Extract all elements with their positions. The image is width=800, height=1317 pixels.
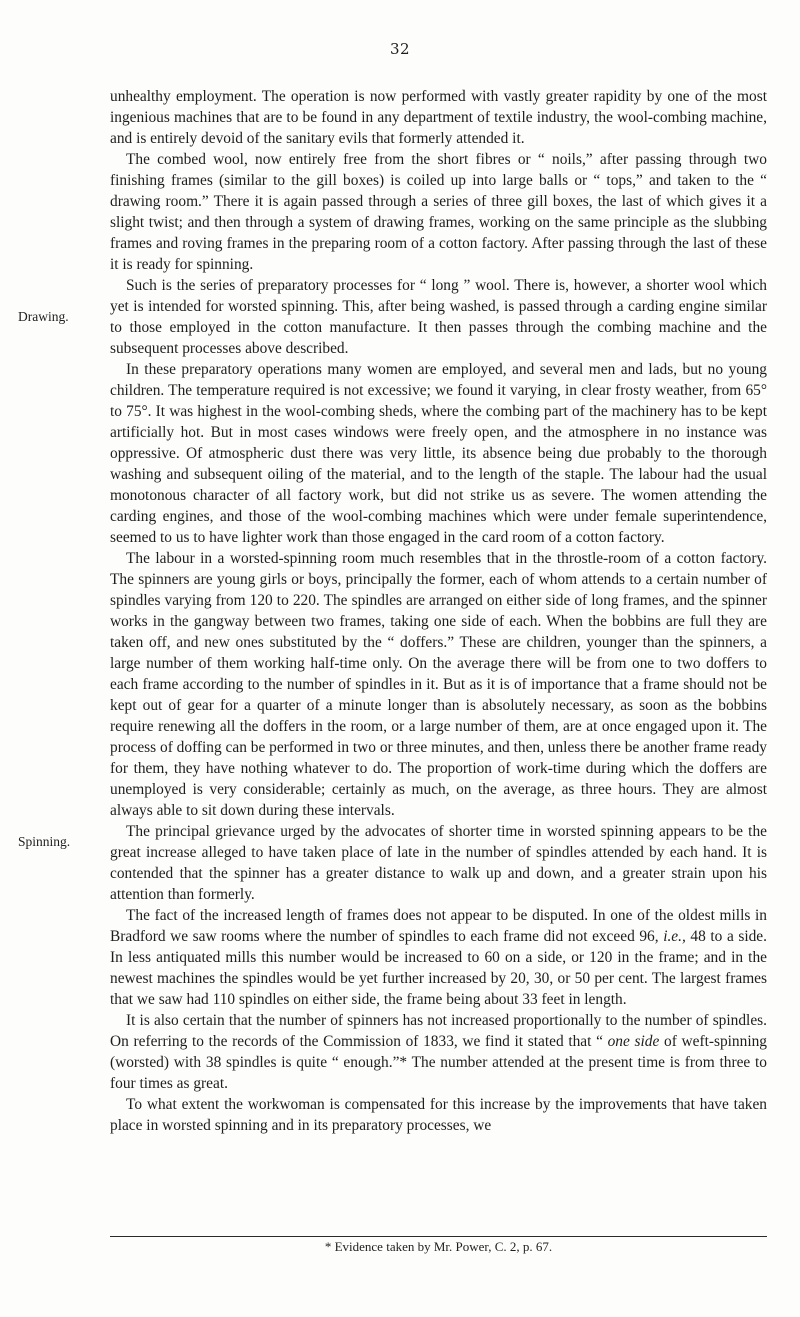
paragraph-italic: i.e., bbox=[663, 928, 686, 945]
paragraph-italic: one side bbox=[607, 1033, 660, 1050]
paragraph: In these preparatory operations many women are employed, and several men and lads, but no young children. The temperature required is not excessive; we found it varying, in clear frosty weather, from 65° to 75°. It was highest in the wool-combing sheds, where the combing part of the machinery has to be kept artificially hot. But in most cases windows were freely open, and the atmosphere in no instance was oppressive. Of atmospheric dust there was very little, its absence being due probably to the thorough washing and subsequent oiling of the material, and to the length of the staple. The labour had the usual monotonous character of all factory work, but did not strike us as severe. The women attending the carding engines, and those of the wool-combing machines which were under female superintendence, seemed to us to have lighter work than those engaged in the card room of a cotton factory. bbox=[110, 361, 767, 546]
paragraph-text: The fact of the increased length of frames does not appear to be disputed. In one of the oldest mills in Bradford we saw rooms where the number of spindles to each frame did not exceed 96, bbox=[110, 907, 767, 945]
paragraph-text: It is also certain that the number of spinners has not increased proportionally to the number of spindles. On referring to the records of the Commission of 1833, we find it stated that “ bbox=[110, 1012, 767, 1050]
paragraph-text: of weft-spinning (worsted) with 38 spindles is quite “ enough.”* The number attended at the present time is from three to four times as great. bbox=[110, 1033, 767, 1092]
paragraph: unhealthy employment. The operation is now performed with vastly greater rapidity by one of the most ingenious machines that are to be found in any department of textile industry, the wool-combing machine, and is entirely devoid of the sanitary evils that formerly attended it. bbox=[110, 88, 767, 147]
paragraph bbox=[110, 1010, 767, 1094]
page-number: 32 bbox=[389, 40, 411, 58]
paragraph: To what extent the workwoman is compensated for this increase by the improvements that have taken place in worsted spinning and in its preparatory processes, we bbox=[110, 1096, 767, 1134]
paragraph bbox=[110, 905, 767, 1010]
footnote: * Evidence taken by Mr. Power, C. 2, p. 67. bbox=[110, 1236, 767, 1255]
paragraph: Such is the series of preparatory processes for “ long ” wool. There is, however, a shorter wool which yet is intended for worsted spinning. This, after being washed, is passed through a carding engine similar to those employed in the cotton manufacture. It then passes through the combing machine and the subsequent processes above described. bbox=[110, 277, 767, 357]
side-note-drawing: Drawing. bbox=[18, 309, 69, 324]
paragraph-text: 48 to a side. In less antiquated mills this number would be increased to 60 on a side, or 120 in the frame; and in the newest machines the spindles would be yet further increased by 20, 30, or 50 per cent. The largest frames that we saw had 110 spindles on either side, the frame being about 33 feet in length. bbox=[110, 928, 767, 1008]
paragraph: The combed wool, now entirely free from the short fibres or “ noils,” after passing through two finishing frames (similar to the gill boxes) is coiled up into large balls or “ tops,” and taken to the “ drawing room.” There it is again passed through a series of three gill boxes, the last of which gives it a slight twist; and then through a system of drawing frames, working on the same principle as the slubbing frames and roving frames in the preparing room of a cotton factory. After passing through the last of these it is ready for spinning. bbox=[110, 151, 767, 273]
paragraph: The labour in a worsted-spinning room much resembles that in the throstle-room of a cotton factory. The spinners are young girls or boys, principally the former, each of whom attends to a certain number of spindles varying from 120 to 220. The spindles are arranged on either side of long frames, and the spinner works in the gangway between two frames, taking one side of each. When the bobbins are full they are taken off, and new ones substituted by the “ doffers.” These are children, younger than the spinners, a large number of them working half-time only. On the average there will be from one to two doffers to each frame according to the number of spindles in it. But as it is of importance that a frame should not be kept out of gear for a quarter of a minute longer than is absolutely necessary, as soon as the bobbins require renewing all the doffers in the room, or a large number of them, are at once engaged upon it. The process of doffing can be performed in two or three minutes, and then, unless there be another frame ready for them, they have nothing whatever to do. The proportion of work-time during which the doffers are unemployed is very considerable; certainly as much, on the average, as three hours. They are almost always able to sit down during these intervals. bbox=[110, 550, 768, 819]
paragraph: The principal grievance urged by the advocates of shorter time in worsted spinning appears to be the great increase alleged to have taken place of late in the number of spindles attended by each hand. It is contended that the spinner has a greater distance to walk up and down, and a greater strain upon his attention than formerly. bbox=[110, 823, 767, 903]
body-text bbox=[110, 86, 767, 1136]
side-note-spinning: Spinning. bbox=[18, 834, 71, 849]
